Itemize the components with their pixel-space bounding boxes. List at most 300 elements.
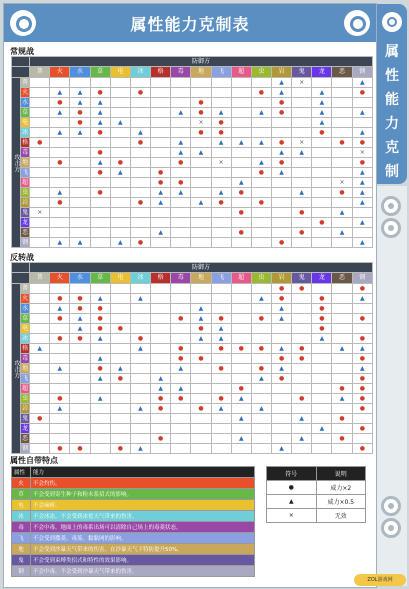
traits-type: 飞 <box>12 533 31 544</box>
reverse-cell: ▲ <box>352 294 372 304</box>
reverse-cell <box>50 284 70 294</box>
reverse-cell <box>30 404 50 414</box>
normal-cell <box>171 88 191 98</box>
reverse-cell <box>352 414 372 424</box>
normal-cell: ▲ <box>352 238 372 248</box>
normal-cell <box>30 178 50 188</box>
reverse-cell <box>292 314 312 324</box>
reverse-cell: ● <box>312 314 332 324</box>
normal-cell <box>231 218 251 228</box>
normal-cell <box>292 88 312 98</box>
normal-cell <box>151 158 171 168</box>
normal-cell <box>171 98 191 108</box>
reverse-cell <box>30 424 50 434</box>
reverse-cell: ▲ <box>272 444 292 454</box>
reverse-cell <box>292 404 312 414</box>
legend-row <box>267 481 366 495</box>
reverse-cell <box>130 284 150 294</box>
normal-cell <box>191 178 211 188</box>
normal-cell <box>30 168 50 178</box>
reverse-cell <box>251 304 271 314</box>
normal-cell <box>231 118 251 128</box>
normal-cell: ▲ <box>50 238 70 248</box>
normal-cell <box>251 228 271 238</box>
normal-col-header: 普 <box>30 67 50 78</box>
reverse-cell: ● <box>352 444 372 454</box>
reverse-cell <box>211 444 231 454</box>
normal-cell: ▲ <box>332 208 352 218</box>
reverse-cell: ▲ <box>50 304 70 314</box>
normal-cell: ● <box>130 88 150 98</box>
reverse-cell <box>130 304 150 314</box>
normal-section-title: 常规战 <box>10 47 34 56</box>
normal-cell: ▲ <box>171 108 191 118</box>
normal-cell <box>30 148 50 158</box>
reverse-cell: ▲ <box>292 414 312 424</box>
normal-cell: ● <box>312 128 332 138</box>
normal-cell <box>251 128 271 138</box>
normal-cell <box>352 228 372 238</box>
reverse-cell <box>130 364 150 374</box>
reverse-cell <box>191 384 211 394</box>
reverse-cell <box>171 374 191 384</box>
normal-cell: ▲ <box>352 178 372 188</box>
traits-text: 不会冰冻。不会受到冰雹天气带来的伤害。 <box>31 511 255 522</box>
normal-cell <box>50 208 70 218</box>
normal-row <box>12 218 373 228</box>
reverse-cell <box>50 424 70 434</box>
reverse-row-header: 超 <box>22 384 29 392</box>
reverse-cell <box>151 414 171 424</box>
reverse-cell <box>90 404 110 414</box>
normal-cell <box>191 208 211 218</box>
reverse-cell <box>312 444 332 454</box>
normal-cell <box>130 118 150 128</box>
normal-cell <box>191 218 211 228</box>
normal-cell: ● <box>211 128 231 138</box>
normal-row-header: 超 <box>22 178 29 186</box>
reverse-defender-label: 防御方 <box>30 263 373 273</box>
normal-cell: ▲ <box>272 168 292 178</box>
side-tab-title: 属性能力克制 <box>385 44 399 180</box>
reverse-cell: ▲ <box>171 384 191 394</box>
normal-col-header: 电 <box>110 67 130 78</box>
normal-cell: ● <box>90 148 110 158</box>
legend-desc: 威力×0.5 <box>316 495 366 509</box>
reverse-cell <box>151 294 171 304</box>
normal-cell: ▲ <box>251 108 271 118</box>
reverse-cell <box>332 374 352 384</box>
normal-battle-matrix <box>11 56 373 248</box>
normal-cell: ▲ <box>70 238 90 248</box>
reverse-corner <box>12 273 30 284</box>
normal-cell <box>171 118 191 128</box>
normal-cell <box>110 178 130 188</box>
reverse-row <box>12 374 373 384</box>
reverse-row-header: 岩 <box>22 404 29 412</box>
reverse-row-header: 鬼 <box>22 414 29 422</box>
normal-cell: ● <box>272 158 292 168</box>
normal-cell <box>151 88 171 98</box>
reverse-cell <box>272 414 292 424</box>
normal-cell: ▲ <box>151 198 171 208</box>
normal-cell <box>251 218 271 228</box>
reverse-col-header: 龙 <box>312 273 332 284</box>
reverse-cell: ▲ <box>30 344 50 354</box>
normal-cell: ● <box>211 198 231 208</box>
normal-cell: ● <box>312 218 332 228</box>
reverse-cell: ▲ <box>251 374 271 384</box>
reverse-cell <box>110 414 130 424</box>
normal-cell <box>191 88 211 98</box>
normal-cell <box>211 218 231 228</box>
reverse-row <box>12 314 373 324</box>
normal-col-header: 鬼 <box>292 67 312 78</box>
normal-cell <box>110 218 130 228</box>
reverse-cell <box>50 344 70 354</box>
reverse-cell <box>70 354 90 364</box>
reverse-cell <box>151 334 171 344</box>
normal-col-header: 毒 <box>171 67 191 78</box>
normal-cell: ● <box>231 208 251 218</box>
normal-cell <box>110 208 130 218</box>
reverse-cell <box>171 444 191 454</box>
normal-cell <box>50 218 70 228</box>
reverse-cell <box>151 324 171 334</box>
reverse-row-header: 恶 <box>22 434 29 442</box>
reverse-cell <box>312 434 332 444</box>
normal-cell <box>70 208 90 218</box>
reverse-col-header: 火 <box>50 273 70 284</box>
reverse-cell <box>231 354 251 364</box>
reverse-col-header: 毒 <box>171 273 191 284</box>
reverse-cell <box>110 424 130 434</box>
traits-row <box>12 533 255 544</box>
reverse-cell <box>151 304 171 314</box>
reverse-cell <box>312 364 332 374</box>
reverse-cell <box>70 364 90 374</box>
reverse-cell <box>90 284 110 294</box>
reverse-cell: ▲ <box>191 304 211 314</box>
reverse-cell: ▲ <box>90 294 110 304</box>
normal-cell <box>90 218 110 228</box>
reverse-cell: ▲ <box>272 364 292 374</box>
normal-cell: ▲ <box>352 218 372 228</box>
reverse-cell <box>332 334 352 344</box>
reverse-cell <box>50 434 70 444</box>
normal-cell <box>211 238 231 248</box>
reverse-cell: ● <box>211 314 231 324</box>
reverse-cell: ● <box>332 434 352 444</box>
normal-cell: ▲ <box>70 128 90 138</box>
normal-row-header: 火 <box>22 88 29 96</box>
normal-cell <box>292 128 312 138</box>
normal-cell <box>151 118 171 128</box>
normal-cell: ▲ <box>151 188 171 198</box>
traits-text: 不会中毒。地面上的毒系出场可以清除自己场上的毒菱状态。 <box>31 522 255 533</box>
traits-header-type: 属性 <box>12 467 31 478</box>
reverse-cell: ▲ <box>171 364 191 374</box>
normal-cell <box>231 238 251 248</box>
normal-cell <box>171 208 191 218</box>
reverse-cell <box>191 344 211 354</box>
reverse-cell: ▲ <box>151 374 171 384</box>
normal-cell <box>312 198 332 208</box>
reverse-cell <box>312 374 332 384</box>
normal-row <box>12 168 373 178</box>
normal-cell <box>272 188 292 198</box>
reverse-row <box>12 324 373 334</box>
traits-row <box>12 566 255 577</box>
normal-cell <box>211 78 231 88</box>
reverse-cell: ▲ <box>191 314 211 324</box>
reverse-cell: ● <box>171 354 191 364</box>
reverse-cell <box>70 384 90 394</box>
normal-cell <box>110 128 130 138</box>
normal-cell <box>171 78 191 88</box>
normal-cell <box>251 148 271 158</box>
reverse-cell: ● <box>312 324 332 334</box>
reverse-cell <box>110 404 130 414</box>
reverse-cell <box>211 304 231 314</box>
normal-row-header: 地 <box>22 158 29 166</box>
watermark-badge: ZOL游戏网 <box>354 574 406 586</box>
normal-cell <box>332 198 352 208</box>
reverse-cell <box>110 384 130 394</box>
traits-row <box>12 478 255 489</box>
reverse-cell <box>30 444 50 454</box>
reverse-cell <box>70 414 90 424</box>
reverse-cell: ▲ <box>292 434 312 444</box>
normal-cell <box>211 228 231 238</box>
reverse-cell: ● <box>90 364 110 374</box>
reverse-cell: ▲ <box>231 434 251 444</box>
normal-cell <box>251 118 271 128</box>
reverse-cell <box>90 344 110 354</box>
normal-cell: ▲ <box>292 148 312 158</box>
reverse-row <box>12 344 373 354</box>
normal-row <box>12 228 373 238</box>
normal-cell <box>251 98 271 108</box>
reverse-cell: ● <box>332 384 352 394</box>
reverse-cell <box>251 434 271 444</box>
reverse-cell <box>191 414 211 424</box>
reverse-col-header: 格 <box>151 273 171 284</box>
reverse-cell <box>352 324 372 334</box>
reverse-cell: ● <box>211 364 231 374</box>
reverse-cell: ● <box>171 344 191 354</box>
reverse-cell <box>130 434 150 444</box>
reverse-cell <box>312 384 332 394</box>
normal-cell: ● <box>50 98 70 108</box>
normal-cell <box>30 198 50 208</box>
reverse-row-header: 冰 <box>22 334 29 342</box>
traits-row <box>12 544 255 555</box>
normal-cell <box>130 148 150 158</box>
normal-cell <box>352 208 372 218</box>
normal-row-header: 飞 <box>22 168 29 176</box>
normal-cell <box>312 178 332 188</box>
reverse-cell: ▲ <box>151 384 171 394</box>
reverse-cell <box>231 374 251 384</box>
normal-col-header: 钢 <box>352 67 372 78</box>
legend-symbol: ● <box>267 481 317 495</box>
normal-cell: × <box>352 148 372 158</box>
traits-text: 不会中毒。不会受到沙暴天气带来的伤害。 <box>31 566 255 577</box>
reverse-cell <box>231 424 251 434</box>
normal-cell: ▲ <box>312 98 332 108</box>
reverse-cell: ● <box>272 354 292 364</box>
normal-col-header: 格 <box>151 67 171 78</box>
reverse-cell: ● <box>352 374 372 384</box>
normal-cell: × <box>30 208 50 218</box>
normal-cell: ▲ <box>70 98 90 108</box>
normal-cell <box>130 108 150 118</box>
reverse-row-header: 普 <box>22 284 29 292</box>
normal-cell: ▲ <box>130 128 150 138</box>
normal-cell <box>272 178 292 188</box>
normal-cell: ▲ <box>272 148 292 158</box>
reverse-cell: ▲ <box>251 294 271 304</box>
traits-type: 冰 <box>12 511 31 522</box>
reverse-cell <box>171 424 191 434</box>
normal-cell <box>50 168 70 178</box>
reverse-cell: ▲ <box>70 314 90 324</box>
normal-cell <box>251 78 271 88</box>
normal-cell <box>30 218 50 228</box>
side-tab[interactable] <box>377 4 407 184</box>
reverse-cell: ▲ <box>352 344 372 354</box>
reverse-row <box>12 404 373 414</box>
normal-col-header: 飞 <box>211 67 231 78</box>
normal-cell: ▲ <box>90 158 110 168</box>
reverse-cell <box>30 374 50 384</box>
normal-cell: ● <box>251 198 271 208</box>
normal-cell <box>50 78 70 88</box>
reverse-cell <box>231 404 251 414</box>
reverse-cell <box>110 344 130 354</box>
reverse-cell <box>312 394 332 404</box>
reverse-cell <box>332 424 352 434</box>
normal-cell: ● <box>90 168 110 178</box>
normal-cell <box>211 88 231 98</box>
reverse-cell: ▲ <box>312 424 332 434</box>
normal-cell: ● <box>191 128 211 138</box>
normal-cell <box>110 78 130 88</box>
reverse-cell <box>130 414 150 424</box>
reverse-cell <box>171 324 191 334</box>
reverse-cell <box>292 384 312 394</box>
traits-type: 鬼 <box>12 555 31 566</box>
traits-text: 不会受到束缚类招式和特性的效果影响。 <box>31 555 255 566</box>
normal-row <box>12 88 373 98</box>
reverse-cell <box>231 334 251 344</box>
normal-cell: ▲ <box>231 178 251 188</box>
normal-cell <box>90 138 110 148</box>
reverse-cell <box>130 384 150 394</box>
normal-cell <box>312 168 332 178</box>
normal-cell: ▲ <box>292 188 312 198</box>
reverse-cell <box>151 444 171 454</box>
reverse-cell: ▲ <box>130 294 150 304</box>
normal-cell <box>171 238 191 248</box>
reverse-cell <box>151 364 171 374</box>
normal-cell <box>272 208 292 218</box>
normal-cell <box>312 78 332 88</box>
normal-cell: ● <box>332 138 352 148</box>
traits-text: 不会受到撒菱、毒菱、黏黏网的影响。 <box>31 533 255 544</box>
reverse-cell: ● <box>292 284 312 294</box>
reverse-cell <box>30 394 50 404</box>
legend-header-desc: 说明 <box>316 467 366 481</box>
normal-cell <box>70 138 90 148</box>
normal-cell <box>110 98 130 108</box>
reverse-cell <box>272 404 292 414</box>
normal-cell <box>30 98 50 108</box>
traits-text: 不会麻痹。 <box>31 500 255 511</box>
normal-cell: ▲ <box>151 228 171 238</box>
normal-cell: ▲ <box>191 198 211 208</box>
header-bar <box>4 4 376 42</box>
normal-cell: ▲ <box>251 138 271 148</box>
normal-cell <box>272 228 292 238</box>
normal-cell: ▲ <box>352 78 372 88</box>
pokeball-logo-icon <box>344 10 370 36</box>
reverse-cell: ● <box>272 294 292 304</box>
reverse-cell <box>50 324 70 334</box>
reverse-cell: ● <box>110 374 130 384</box>
reverse-cell <box>272 424 292 434</box>
normal-cell <box>30 228 50 238</box>
reverse-cell <box>90 434 110 444</box>
reverse-cell <box>171 294 191 304</box>
reverse-cell <box>151 354 171 364</box>
reverse-cell <box>70 374 90 384</box>
normal-attacker-label: 攻击方 <box>12 78 21 248</box>
reverse-cell <box>292 324 312 334</box>
normal-col-header: 岩 <box>272 67 292 78</box>
normal-defender-label: 防御方 <box>30 57 373 67</box>
normal-cell <box>30 108 50 118</box>
reverse-cell <box>251 334 271 344</box>
normal-cell <box>50 148 70 158</box>
reverse-cell <box>50 354 70 364</box>
normal-cell: × <box>292 78 312 88</box>
reverse-cell <box>272 334 292 344</box>
reverse-cell: ● <box>352 314 372 324</box>
traits-text: 不会灼伤。 <box>31 478 255 489</box>
reverse-row-header: 飞 <box>22 374 29 382</box>
normal-cell <box>211 208 231 218</box>
reverse-cell <box>312 414 332 424</box>
traits-row <box>12 500 255 511</box>
reverse-cell: ▲ <box>191 334 211 344</box>
reverse-cell <box>292 304 312 314</box>
reverse-cell: ▲ <box>90 374 110 384</box>
reverse-col-header: 飞 <box>211 273 231 284</box>
reverse-col-header: 钢 <box>352 273 372 284</box>
normal-cell <box>151 208 171 218</box>
reverse-col-header: 鬼 <box>292 273 312 284</box>
reverse-cell <box>30 384 50 394</box>
reverse-cell: ● <box>171 314 191 324</box>
reverse-row-header: 格 <box>22 344 29 352</box>
normal-cell: ● <box>30 138 50 148</box>
normal-cell: ● <box>130 238 150 248</box>
reverse-cell <box>50 414 70 424</box>
normal-cell: ▲ <box>90 118 110 128</box>
reverse-cell <box>292 424 312 434</box>
